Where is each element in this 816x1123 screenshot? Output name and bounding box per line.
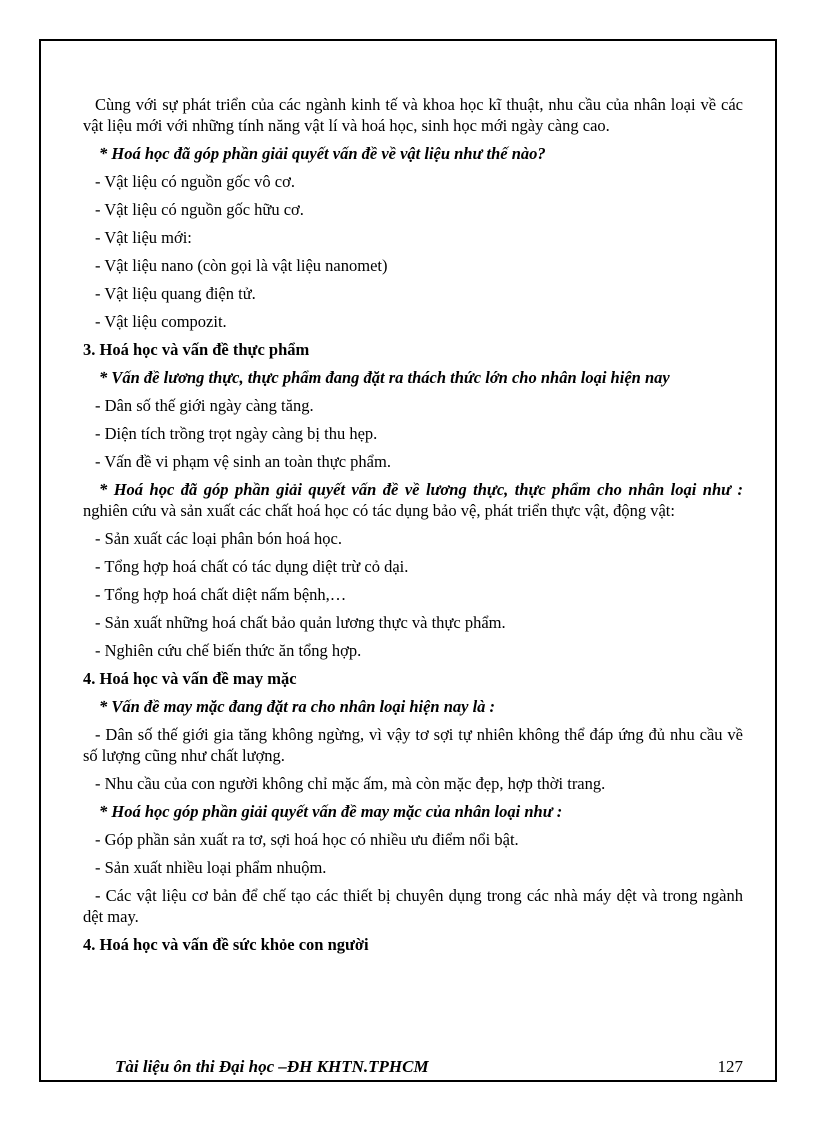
page-number: 127 [717,1057,743,1076]
list-item: - Diện tích trồng trọt ngày càng bị thu hẹp. [95,424,378,443]
list-item: - Vật liệu nano (còn gọi là vật liệu nanomet) [95,256,388,275]
list-item: - Tổng hợp hoá chất có tác dụng diệt trừ cỏ dại. [95,557,409,576]
page-footer [115,1057,743,1081]
food-answer-2: nghiên cứu và sản xuất các chất hoá học có tác dụng bảo vệ, phát triển thực vật, động vật: [83,501,675,520]
list-item: - Vấn đề vi phạm vệ sinh an toàn thực phẩm. [95,452,391,471]
list-item: - Sản xuất các loại phân bón hoá học. [95,529,342,548]
list-item: - Vật liệu compozit. [95,312,227,331]
clothing-question-2: * Hoá học góp phần giải quyết vấn đề may mặc của nhân loại như : [99,802,563,821]
food-list-1 [83,395,743,472]
food-heading: 3. Hoá học và vấn đề thực phẩm [83,340,310,359]
list-item: - Góp phần sản xuất ra tơ, sợi hoá học có nhiều ưu điểm nổi bật. [95,830,519,849]
intro-paragraph: Cùng với sự phát triển của các ngành kinh tế và khoa học kĩ thuật, nhu cầu của nhân loại về các vật liệu mới với những tính năng vật lí và hoá học, sinh học mới ngày càng cao. [83,95,743,135]
clothing-paragraph-1: - Dân số thế giới gia tăng không ngừng, vì vậy tơ sợi tự nhiên không thể đáp ứng đủ nhu cầu về số lượng cũng như chất lượng. [83,725,743,765]
footer-source: Tài liệu ôn thi Đại học –ĐH KHTN.TPHCM [115,1057,429,1076]
food-list-2 [83,528,743,661]
page-content [83,94,743,962]
food-question-2: * Hoá học đã góp phần giải quyết vấn đề về lương thực, thực phẩm cho nhân loại như : [99,480,743,499]
clothing-question-1: * Vấn đề may mặc đang đặt ra cho nhân loại hiện nay là : [99,697,496,716]
list-item: - Vật liệu có nguồn gốc vô cơ. [95,172,295,191]
list-item: - Vật liệu có nguồn gốc hữu cơ. [95,200,304,219]
list-item: - Sản xuất những hoá chất bảo quản lương thực và thực phẩm. [95,613,506,632]
food-question-1: * Vấn đề lương thực, thực phẩm đang đặt ra thách thức lớn cho nhân loại hiện nay [99,368,670,387]
health-heading: 4. Hoá học và vấn đề sức khỏe con người [83,935,369,954]
clothing-heading: 4. Hoá học và vấn đề may mặc [83,669,297,688]
list-item: - Vật liệu quang điện tử. [95,284,256,303]
list-item: - Nhu cầu của con người không chỉ mặc ấm, mà còn mặc đẹp, hợp thời trang. [95,774,606,793]
list-item: - Nghiên cứu chế biến thức ăn tổng hợp. [95,641,362,660]
materials-list [83,171,743,332]
list-item: - Dân số thế giới ngày càng tăng. [95,396,314,415]
list-item: - Vật liệu mới: [95,228,192,247]
list-item: - Tổng hợp hoá chất diệt nấm bệnh,… [95,585,347,604]
clothing-paragraph-2: - Các vật liệu cơ bản để chế tạo các thiết bị chuyên dụng trong các nhà máy dệt và trong ngành dệt may. [83,886,743,926]
materials-question: * Hoá học đã góp phần giải quyết vấn đề về vật liệu như thế nào? [99,144,546,163]
list-item: - Sản xuất nhiều loại phẩm nhuộm. [95,858,327,877]
food-question-2-paragraph [83,479,743,521]
